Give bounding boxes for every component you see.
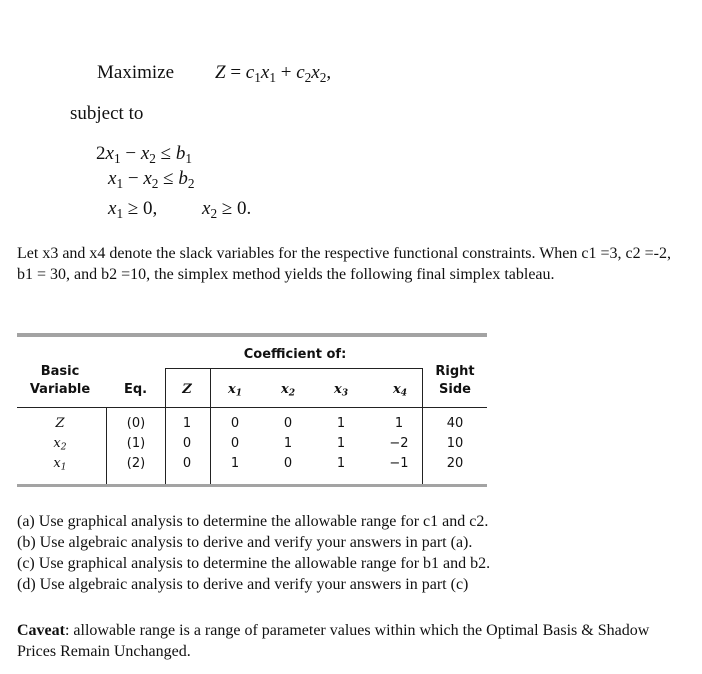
coefficient-of-header: Coefficient of: — [243, 347, 347, 362]
x4-cell: −2 — [389, 436, 409, 451]
basic-header-line1: Basic — [40, 364, 80, 379]
x1-cell: 1 — [230, 456, 240, 471]
x2-cell: 1 — [283, 436, 293, 451]
x4-header: $x_4$ — [392, 382, 408, 399]
coefficient-rule — [165, 368, 422, 369]
z-cell: 0 — [182, 456, 192, 471]
eq-cell: (0) — [126, 416, 146, 431]
z-cell: 0 — [182, 436, 192, 451]
intro-paragraph: Let x3 and x4 denote the slack variables for the respective functional constraints. When c1 =3, c2 =-2, b1 = 30, and b2 =10, the simplex method yields the following final simplex tableau. — [17, 245, 671, 283]
x3-cell: 1 — [336, 416, 346, 431]
question-c: (c) Use graphical analysis to determine the allowable range for b1 and b2. — [17, 555, 491, 572]
x1-header: $x_1$ — [227, 382, 243, 399]
eq-cell: (1) — [126, 436, 146, 451]
caveat-text: : allowable range is a range of parameter values within which the Optimal Basis & Shadow Prices Remain Unchanged. — [17, 622, 650, 660]
eq-header: Eq. — [123, 382, 148, 397]
x3-cell: 1 — [336, 456, 346, 471]
maximize-label: Maximize — [97, 62, 175, 83]
basic-variable: $x_1$ — [53, 456, 67, 473]
question-b: (b) Use algebraic analysis to derive and verify your answers in part (a). — [17, 534, 473, 551]
table-top-rule — [17, 333, 487, 337]
z-header: Z — [182, 382, 192, 397]
caveat-label: Caveat — [17, 622, 65, 639]
subject-to-label: subject to — [70, 103, 144, 124]
nonnegativity-x1: $x_1 \ge 0$, — [108, 198, 158, 221]
constraint-1: $2x_1 - x_2 \le b_1$ — [96, 143, 192, 166]
column-divider — [422, 368, 423, 484]
x1-cell: 0 — [230, 436, 240, 451]
nonnegativity-x2: $x_2 \ge 0$. — [202, 198, 252, 221]
header-rule — [17, 407, 487, 408]
rhs-cell: 10 — [446, 436, 464, 451]
x2-header: $x_2$ — [280, 382, 296, 399]
basic-header-line2: Variable — [29, 382, 91, 397]
x3-cell: 1 — [336, 436, 346, 451]
constraint-2: $x_1 - x_2 \le b_2$ — [108, 168, 195, 191]
x2-cell: 0 — [283, 456, 293, 471]
basic-variable: Z — [55, 416, 65, 431]
rhs-header-line1: Right — [435, 364, 475, 379]
question-a: (a) Use graphical analysis to determine the allowable range for c1 and c2. — [17, 513, 489, 530]
x4-cell: 1 — [394, 416, 404, 431]
z-cell: 1 — [182, 416, 192, 431]
eq-cell: (2) — [126, 456, 146, 471]
question-d: (d) Use algebraic analysis to derive and verify your answers in part (c) — [17, 576, 469, 593]
basic-variable: $x_2$ — [53, 436, 67, 453]
rhs-header-line2: Side — [439, 382, 471, 397]
caveat-note — [17, 620, 687, 662]
x2-cell: 0 — [283, 416, 293, 431]
column-divider — [106, 407, 107, 484]
x3-header: $x_3$ — [333, 382, 349, 399]
x1-cell: 0 — [230, 416, 240, 431]
x4-cell: −1 — [389, 456, 409, 471]
table-bottom-rule — [17, 484, 487, 487]
column-divider — [165, 368, 166, 484]
column-divider — [210, 368, 211, 484]
objective-function: $Z = c_1x_1 + c_2x_2$, — [215, 62, 332, 85]
rhs-cell: 20 — [446, 456, 464, 471]
rhs-cell: 40 — [446, 416, 464, 431]
